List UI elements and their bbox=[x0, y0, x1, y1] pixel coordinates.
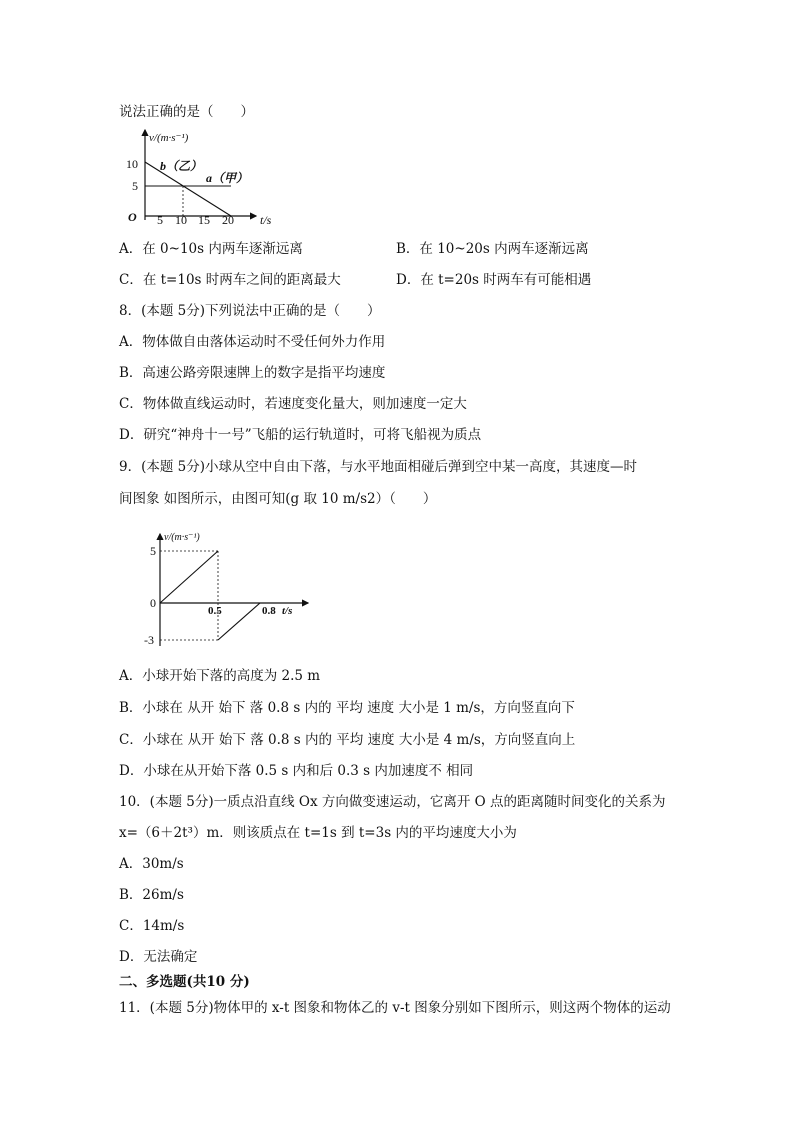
q8-option-d[interactable]: D．研究“神舟十一号”飞船的运行轨道时，可将飞船视为质点 bbox=[119, 427, 482, 443]
q11-stem: 11．(本题 5分)物体甲的 x-t 图象和物体乙的 v-t 图象分别如下图所示，则这两个物体的运动 bbox=[119, 1000, 671, 1016]
q9-xtick-0.8: 0.8 bbox=[262, 605, 276, 617]
q7-label-a: a（甲） bbox=[206, 171, 249, 185]
q7-xtick-5: 5 bbox=[157, 213, 163, 227]
q10-stem-line1: 10．(本题 5分)一质点沿直线 Ox 方向做变速运动，它离开 O 点的距离随时间变化的关系为 bbox=[119, 794, 666, 810]
q10-option-c[interactable]: C．14m/s bbox=[119, 918, 185, 934]
q7-option-c[interactable]: C．在 t=10s 时两车之间的距离最大 bbox=[119, 272, 341, 288]
q7-option-b[interactable]: B．在 10~20s 内两车逐渐远离 bbox=[396, 241, 589, 257]
q9-xtick-0.5: 0.5 bbox=[208, 605, 222, 617]
q7-option-a[interactable]: A．在 0~10s 内两车逐渐远离 bbox=[119, 241, 303, 257]
q8-option-a[interactable]: A．物体做自由落体运动时不受任何外力作用 bbox=[119, 334, 386, 350]
section-title-multiple-choice: 二、多选题(共10 分) bbox=[119, 974, 250, 990]
q7-ylabel: v/(m·s⁻¹) bbox=[149, 132, 189, 144]
q7-ytick-5: 5 bbox=[132, 179, 138, 193]
q7-option-d[interactable]: D．在 t=20s 时两车有可能相遇 bbox=[396, 272, 592, 288]
q8-option-b[interactable]: B．高速公路旁限速牌上的数字是指平均速度 bbox=[119, 365, 386, 381]
q7-ytick-10: 10 bbox=[126, 157, 138, 171]
q8-option-c[interactable]: C．物体做直线运动时，若速度变化量大，则加速度一定大 bbox=[119, 396, 467, 412]
q9-stem-line2: 间图象 如图所示，由图可知(g 取 10 m/s2）（ ） bbox=[119, 491, 437, 507]
q7-vt-graph bbox=[116, 124, 286, 232]
q7-xtick-20: 20 bbox=[222, 213, 234, 227]
q10-option-a[interactable]: A．30m/s bbox=[119, 856, 184, 872]
q9-stem-line1: 9．(本题 5分)小球从空中自由下落，与水平地面相碰后弹到空中某一高度，其速度—时 bbox=[119, 459, 638, 475]
q9-segment-fall bbox=[160, 551, 218, 603]
q7-label-b: b（乙） bbox=[160, 159, 203, 173]
q9-option-b[interactable]: B．小球在 从开 始下 落 0.8 s 内的 平均 速度 大小是 1 m/s，方向竖直向下 bbox=[119, 700, 575, 716]
q9-xlabel: t/s bbox=[282, 605, 293, 617]
q9-ytick-0: 0 bbox=[150, 596, 156, 610]
q7-origin: O bbox=[128, 210, 137, 224]
q7-xtick-10: 10 bbox=[175, 213, 187, 227]
q9-option-d[interactable]: D．小球在从开始下落 0.5 s 内和后 0.3 s 内加速度不 相同 bbox=[119, 763, 474, 779]
q7-xtick-15: 15 bbox=[198, 213, 210, 227]
q9-segment-rise bbox=[218, 603, 260, 640]
q10-stem-line2: x=（6＋2t³）m．则该质点在 t=1s 到 t=3s 内的平均速度大小为 bbox=[119, 825, 517, 841]
q9-ytick-neg3: -3 bbox=[144, 633, 154, 647]
q9-ytick-5: 5 bbox=[150, 544, 156, 558]
q9-option-c[interactable]: C．小球在 从开 始下 落 0.8 s 内的 平均 速度 大小是 4 m/s，方向竖直向上 bbox=[119, 732, 576, 748]
q9-vt-graph bbox=[140, 528, 320, 650]
q10-option-d[interactable]: D．无法确定 bbox=[119, 949, 198, 965]
q10-option-b[interactable]: B．26m/s bbox=[119, 887, 184, 903]
q7-stem-tail: 说法正确的是（ ） bbox=[119, 104, 254, 120]
q9-option-a[interactable]: A．小球开始下落的高度为 2.5 m bbox=[119, 668, 321, 684]
q8-stem: 8．(本题 5分)下列说法中正确的是（ ） bbox=[119, 303, 381, 319]
q9-ylabel: v/(m·s⁻¹) bbox=[164, 532, 200, 543]
q7-xlabel: t/s bbox=[260, 213, 272, 227]
